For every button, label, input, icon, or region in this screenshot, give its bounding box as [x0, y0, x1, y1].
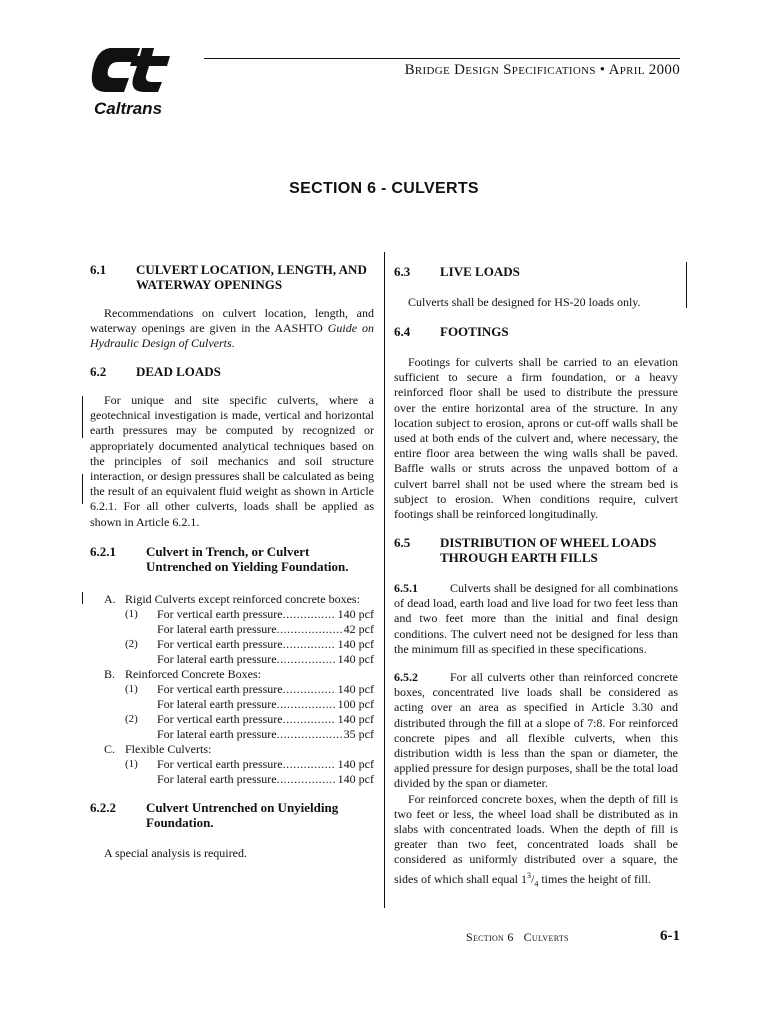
lateral-pressure-label: For lateral earth pressure — [157, 697, 277, 711]
lateral-pressure-row — [104, 622, 374, 637]
lateral-pressure-value: 42 pcf — [343, 622, 374, 636]
change-bar — [82, 396, 83, 438]
lateral-pressure-value: 140 pcf — [337, 652, 374, 666]
vertical-pressure-label: For vertical earth pressure — [157, 712, 283, 726]
vertical-pressure-row — [104, 757, 374, 772]
lateral-pressure-value: 140 pcf — [337, 772, 374, 786]
earth-pressure-list — [104, 592, 374, 787]
heading-title: DEAD LOADS — [136, 364, 221, 379]
leader-dots — [283, 637, 336, 652]
vertical-pressure-row — [104, 682, 374, 697]
heading-title: LIVE LOADS — [440, 264, 520, 279]
heading-number: 6.5 — [394, 535, 411, 550]
caltrans-wordmark: Caltrans — [94, 99, 163, 118]
list-marker: C. — [104, 742, 116, 756]
section-6-2-2 — [90, 800, 374, 861]
paragraph-6-4: Footings for culverts shall be carried to an elevation sufficient to secure a firm foundation, or a heavy reinforced floor shall be used to distribute the pressure over the entire horizontal area of the structure. In any location subject to erosion, aprons or cut-off walls shall be used at both ends of the culvert and, where necessary, the entire floor area between the wing walls shall be paved. Baffle walls or struts across the unpaved bottom of a culvert barrel shall not be used where the stream bed is subject to erosion. When conditions require, culvert footings shall be reinforced longitudinally. — [394, 355, 678, 522]
culvert-type-group — [104, 667, 374, 742]
heading-title: CULVERT LOCATION, LENGTH, AND WATERWAY OPENINGS — [136, 262, 367, 292]
section-title: SECTION 6 - CULVERTS — [289, 180, 479, 197]
section-6-4 — [394, 324, 678, 522]
culvert-type-label — [104, 592, 374, 607]
column-divider — [384, 252, 385, 908]
vertical-pressure-label: For vertical earth pressure — [157, 682, 283, 696]
lateral-pressure-row — [104, 772, 374, 787]
paragraph-6-1: Recommendations on culvert location, length, and waterway openings are given in the AASHTO Guide on Hydraulic Design of Culverts. — [90, 306, 375, 351]
heading-number: 6.1 — [90, 262, 107, 277]
item-marker — [125, 727, 157, 742]
item-marker — [125, 622, 157, 637]
heading-number: 6.2 — [90, 364, 107, 379]
section-6-1 — [90, 262, 374, 352]
section-6-5 — [394, 535, 678, 891]
item-marker: (2) — [125, 713, 138, 725]
heading-title: Culvert in Trench, or Culvert Untrenched on Yielding Foundation. — [146, 544, 349, 574]
section-6-3 — [394, 264, 678, 310]
vertical-pressure-value: 140 pcf — [337, 637, 374, 651]
list-label: Reinforced Concrete Boxes: — [125, 667, 261, 681]
heading-title: FOOTINGS — [440, 324, 509, 339]
vertical-pressure-label: For vertical earth pressure — [157, 637, 283, 651]
leader-dots — [277, 697, 336, 712]
vertical-pressure-row — [104, 607, 374, 622]
lateral-pressure-label: For lateral earth pressure — [157, 772, 277, 786]
footer-section-label: Section 6 Culverts — [466, 930, 569, 944]
paragraph-number: 6.5.1 — [394, 581, 418, 595]
vertical-pressure-row — [104, 637, 374, 652]
leader-dots — [283, 712, 336, 727]
ct-logo-icon — [92, 48, 170, 92]
header-rule — [204, 58, 680, 59]
section-6-2 — [90, 364, 374, 530]
caltrans-logo — [88, 42, 184, 120]
leader-dots — [283, 682, 336, 697]
list-marker: A. — [104, 592, 116, 606]
page-number: 6-1 — [660, 928, 680, 944]
item-marker — [125, 772, 157, 787]
leader-dots — [283, 757, 336, 772]
change-bar — [686, 262, 687, 308]
lateral-pressure-value: 35 pcf — [343, 727, 374, 741]
heading-6-4 — [394, 324, 678, 339]
vertical-pressure-label: For vertical earth pressure — [157, 607, 283, 621]
section-6-2-1 — [90, 544, 374, 574]
culvert-type-label — [104, 742, 374, 757]
leader-dots — [277, 622, 342, 637]
lateral-pressure-row — [104, 652, 374, 667]
heading-6-5 — [394, 535, 678, 565]
culvert-type-label — [104, 667, 374, 682]
heading-6-3 — [394, 264, 678, 279]
leader-dots — [277, 727, 342, 742]
document-header-title: Bridge Design Specifications • April 2000 — [404, 62, 680, 78]
vertical-pressure-row — [104, 712, 374, 727]
heading-number: 6.2.1 — [90, 544, 116, 559]
vertical-pressure-label: For vertical earth pressure — [157, 757, 283, 771]
heading-number: 6.2.2 — [90, 800, 116, 815]
item-marker: (1) — [125, 758, 138, 770]
culvert-type-group — [104, 742, 374, 787]
vertical-pressure-value: 140 pcf — [337, 607, 374, 621]
heading-6-2 — [90, 364, 374, 379]
change-bar — [82, 474, 83, 504]
lateral-pressure-label: For lateral earth pressure — [157, 727, 277, 741]
heading-6-2-1 — [90, 544, 374, 574]
paragraph-6-2-2: A special analysis is required. — [104, 846, 247, 860]
list-marker: B. — [104, 667, 116, 681]
paragraph-6-3: Culverts shall be designed for HS-20 loads only. — [408, 295, 641, 309]
list-label: Flexible Culverts: — [125, 742, 212, 756]
heading-number: 6.3 — [394, 264, 411, 279]
leader-dots — [277, 772, 336, 787]
paragraph-6-5-2: 6.5.2 For all culverts other than reinforced concrete boxes, concentrated live loads shall be considered as acting over an area as specified in Article 3.30 and distributed through the fill at a slope of 7:8. For reinforced concrete pipes and all flexible culverts, when this distribution width is less than the span or diameter, the applied pressure for design purposes, shall be the total load divided by the span or diameter. — [394, 670, 678, 791]
paragraph-number: 6.5.2 — [394, 670, 418, 685]
list-label: Rigid Culverts except reinforced concrete boxes: — [125, 592, 360, 606]
lateral-pressure-row — [104, 697, 374, 712]
paragraph-6-5-1: 6.5.1 Culverts shall be designed for all combinations of dead load, earth load and live load for two feet less than and two feet more than the initial and final design conditions. The culvert need not be designed for less than the minimum fill as specified in these specifications. — [394, 581, 678, 656]
vertical-pressure-value: 140 pcf — [337, 757, 374, 771]
item-marker: (1) — [125, 683, 138, 695]
lateral-pressure-label: For lateral earth pressure — [157, 622, 277, 636]
heading-6-1 — [90, 262, 374, 292]
item-marker: (1) — [125, 608, 138, 620]
guide-title: Guide on Hydraulic Design of Culverts — [90, 321, 375, 351]
item-marker — [125, 697, 157, 712]
item-marker: (2) — [125, 638, 138, 650]
paragraph-6-5-2-continued: For reinforced concrete boxes, when the depth of fill is two feet or less, the wheel load shall be distributed as in slabs with concentrated loads. When the depth of fill is greater than two feet, concentrated loads shall be considered as uniformly distributed over a square, the sides of which shall equal $1^3/_4$ times the height of fill. — [394, 791, 678, 889]
leader-dots — [283, 607, 336, 622]
culvert-type-group — [104, 592, 374, 667]
paragraph-6-2: For unique and site specific culverts, where a geotechnical investigation is made, vertical and horizontal earth pressures may be computed by recognized or appropriately documented analytical techniques based on the principles of soil mechanics and soil structure interaction, or design pressures shall be calculated as being the result of an equivalent fluid weight as shown in Article 6.2.1. For all other culverts, loads shall be applied as shown in Article 6.2.1. — [90, 393, 374, 529]
lateral-pressure-row — [104, 727, 374, 742]
heading-title: Culvert Untrenched on Unyielding Foundation. — [146, 800, 339, 830]
heading-6-2-2 — [90, 800, 374, 830]
change-bar — [82, 592, 83, 604]
leader-dots — [277, 652, 336, 667]
vertical-pressure-value: 140 pcf — [337, 682, 374, 696]
lateral-pressure-value: 100 pcf — [337, 697, 374, 711]
item-marker — [125, 652, 157, 667]
lateral-pressure-label: For lateral earth pressure — [157, 652, 277, 666]
heading-number: 6.4 — [394, 324, 411, 339]
heading-title: DISTRIBUTION OF WHEEL LOADS THROUGH EARTH FILLS — [440, 535, 657, 565]
vertical-pressure-value: 140 pcf — [337, 712, 374, 726]
